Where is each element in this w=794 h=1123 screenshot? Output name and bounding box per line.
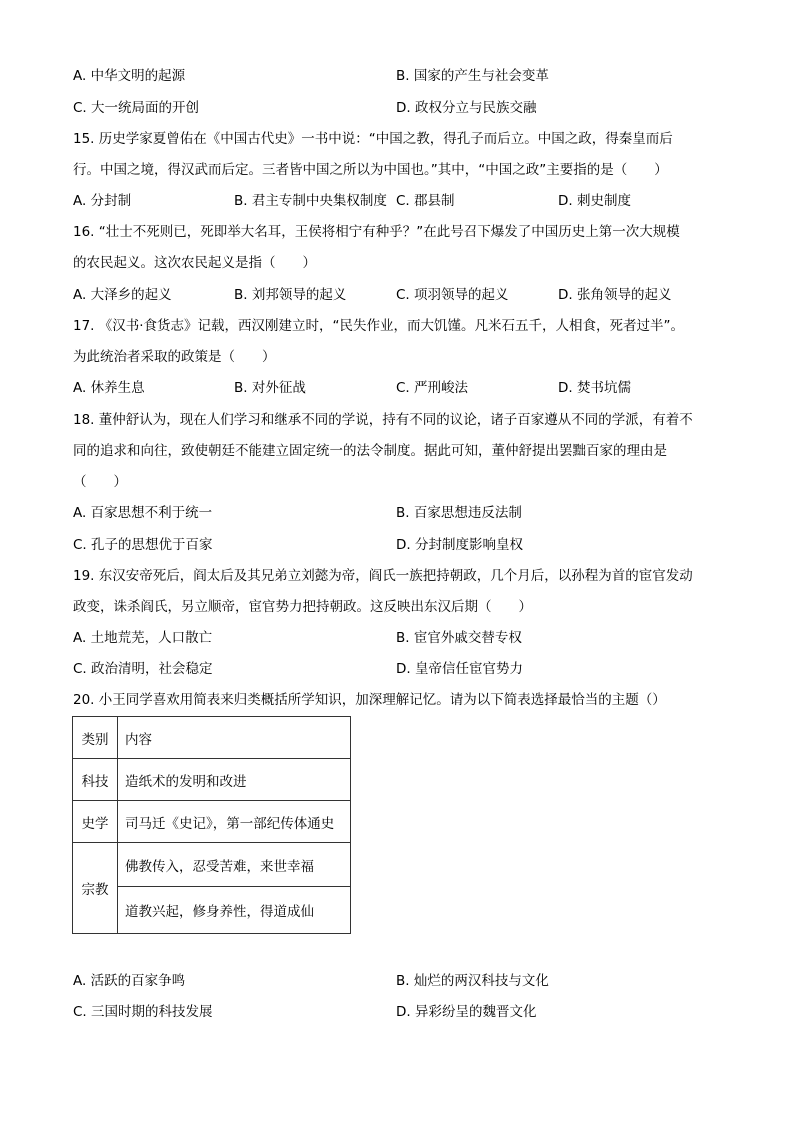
q19-stem-line2: 政变，诛杀阎氏，另立顺帝，宦官势力把持朝政。这反映出东汉后期（ ） [73, 599, 532, 615]
q20-stem-line1: 20. 小王同学喜欢用简表来归类概括所学知识，加深理解记忆。请为以下简表选择最恰当的主题（） [73, 692, 666, 708]
q20-option-c[interactable]: C. 三国时期的科技发展 [73, 1004, 213, 1020]
table-row [73, 843, 351, 887]
q17-stem-line1: 17. 《汉书·食货志》记载，西汉刚建立时，“民失作业，而大饥馑。凡米石五千，人相食，死者过半”。 [73, 318, 685, 334]
q17-option-b[interactable]: B. 对外征战 [234, 380, 306, 396]
q18-option-b[interactable]: B. 百家思想违反法制 [396, 505, 522, 521]
q14-option-d[interactable]: D. 政权分立与民族交融 [396, 100, 537, 116]
table-cell-category: 宗教 [73, 843, 118, 934]
table-cell-category: 史学 [73, 801, 118, 843]
q19-stem-line1: 19. 东汉安帝死后，阎太后及其兄弟立刘懿为帝，阎氏一族把持朝政，几个月后，以孙程为首的宦官发动 [73, 568, 693, 584]
table-cell-content: 佛教传入，忍受苦难，来世幸福 [118, 843, 351, 887]
q20-option-a[interactable]: A. 活跃的百家争鸣 [73, 973, 186, 989]
q16-option-b[interactable]: B. 刘邦领导的起义 [234, 287, 347, 303]
q16-stem-line2: 的农民起义。这次农民起义是指（ ） [73, 255, 316, 271]
table-header-content: 内容 [118, 717, 351, 759]
q16-stem-line1: 16. “壮士不死则已，死即举大名耳，王侯将相宁有种乎？”在此号召下爆发了中国历史上第一次大规模 [73, 224, 680, 240]
q14-option-c[interactable]: C. 大一统局面的开创 [73, 100, 200, 116]
q17-option-c[interactable]: C. 严刑峻法 [396, 380, 469, 396]
table-row [73, 759, 351, 801]
q17-option-a[interactable]: A. 休养生息 [73, 380, 145, 396]
table-cell-content: 道教兴起，修身养性，得道成仙 [118, 887, 351, 934]
table-header-row [73, 717, 351, 759]
q18-stem-line3: （ ） [73, 474, 127, 490]
q17-stem-line2: 为此统治者采取的政策是（ ） [73, 349, 276, 365]
table-header-category: 类别 [73, 717, 118, 759]
q15-option-a[interactable]: A. 分封制 [73, 193, 132, 209]
q20-option-d[interactable]: D. 异彩纷呈的魏晋文化 [396, 1004, 537, 1020]
q18-option-a[interactable]: A. 百家思想不利于统一 [73, 505, 213, 521]
q16-option-a[interactable]: A. 大泽乡的起义 [73, 287, 172, 303]
q20-option-b[interactable]: B. 灿烂的两汉科技与文化 [396, 973, 549, 989]
q19-option-b[interactable]: B. 宦官外戚交替专权 [396, 630, 522, 646]
table-cell-category: 科技 [73, 759, 118, 801]
q18-option-c[interactable]: C. 孔子的思想优于百家 [73, 537, 213, 553]
q14-option-a[interactable]: A. 中华文明的起源 [73, 68, 186, 84]
q14-option-b[interactable]: B. 国家的产生与社会变革 [396, 68, 549, 84]
q16-option-c[interactable]: C. 项羽领导的起义 [396, 287, 509, 303]
q19-option-a[interactable]: A. 土地荒芜，人口散亡 [73, 630, 213, 646]
q18-stem-line1: 18. 董仲舒认为，现在人们学习和继承不同的学说，持有不同的议论，诸子百家遵从不同的学派，有着不 [73, 412, 693, 428]
q15-stem-line2: 行。中国之境，得汉武而后定。三者皆中国之所以为中国也。”其中，“中国之政”主要指的是（ ） [73, 162, 668, 178]
q19-option-d[interactable]: D. 皇帝信任宦官势力 [396, 661, 523, 677]
q16-option-d[interactable]: D. 张角领导的起义 [558, 287, 672, 303]
q15-option-b[interactable]: B. 君主专制中央集权制度 [234, 193, 387, 209]
q15-stem-line1: 15. 历史学家夏曾佑在《中国古代史》一书中说：“中国之教，得孔子而后立。中国之政，得秦皇而后 [73, 131, 673, 147]
q17-option-d[interactable]: D. 焚书坑儒 [558, 380, 631, 396]
q15-option-d[interactable]: D. 刺史制度 [558, 193, 631, 209]
q15-option-c[interactable]: C. 郡县制 [396, 193, 455, 209]
q18-stem-line2: 同的追求和向往，致使朝廷不能建立固定统一的法令制度。据此可知，董仲舒提出罢黜百家的理由是 [73, 443, 667, 459]
table-cell-content: 造纸术的发明和改进 [118, 759, 351, 801]
q19-option-c[interactable]: C. 政治清明，社会稳定 [73, 661, 213, 677]
table-row [73, 801, 351, 843]
table-cell-content: 司马迁《史记》，第一部纪传体通史 [118, 801, 351, 843]
q18-option-d[interactable]: D. 分封制度影响皇权 [396, 537, 523, 553]
q20-summary-table [72, 716, 351, 934]
